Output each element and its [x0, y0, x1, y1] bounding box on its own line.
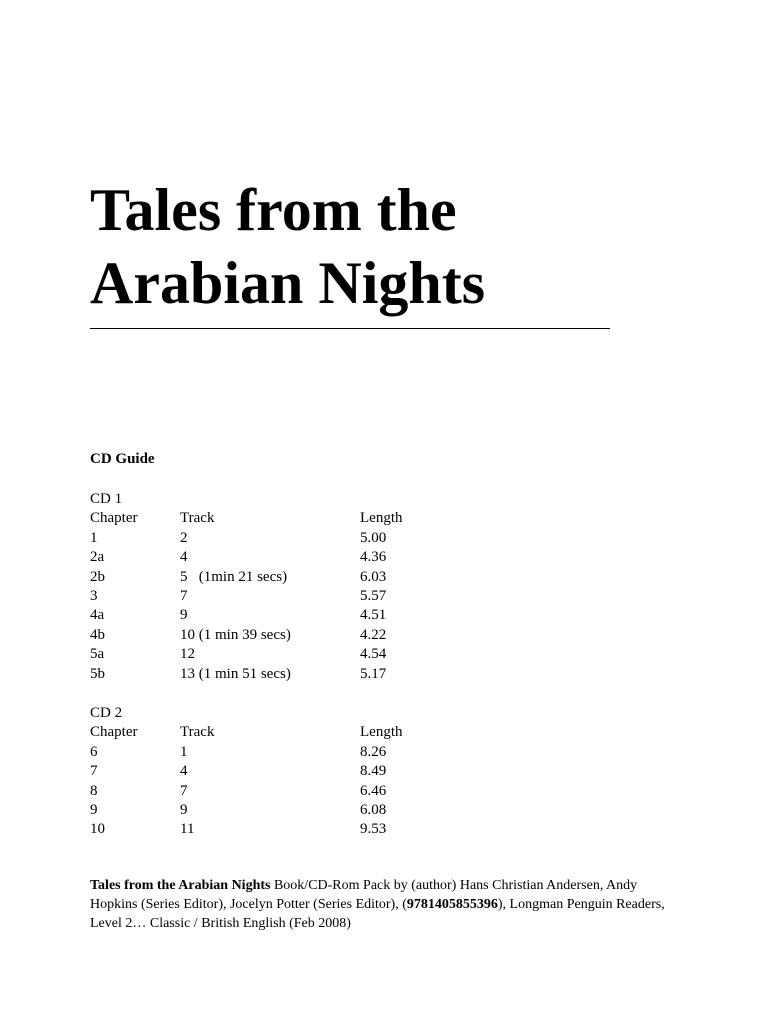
- track-cell: 12: [180, 646, 195, 663]
- track-cell: 1: [180, 743, 188, 760]
- length-cell: 5.57: [360, 587, 387, 604]
- table-row: [90, 801, 440, 820]
- cd1-header-row: [90, 509, 440, 528]
- length-cell: 8.26: [360, 743, 387, 760]
- table-row: [90, 587, 440, 606]
- cd1-header-track: Track: [180, 510, 215, 527]
- cd2-header-length: Length: [360, 724, 403, 741]
- chapter-cell: 1: [90, 529, 98, 546]
- chapter-cell: 9: [90, 801, 98, 818]
- chapter-cell: 2b: [90, 568, 105, 585]
- table-row: [90, 606, 440, 625]
- table-row: [90, 645, 440, 664]
- chapter-cell: 8: [90, 782, 98, 799]
- table-row: [90, 762, 440, 781]
- track-cell: 4: [180, 549, 188, 566]
- document-title-line-1: Tales from the: [90, 177, 457, 243]
- citation-text-part-1: Book/CD-Rom Pack by (author) Hans Christian Andersen, Andy Hopkins (Series Editor), Jocelyn Potter (Series Editor), (: [90, 878, 638, 913]
- track-cell: 9: [180, 801, 188, 818]
- chapter-cell: 5b: [90, 665, 105, 682]
- cd1-label: CD 1: [90, 491, 123, 507]
- chapter-cell: 2a: [90, 549, 105, 566]
- table-row: [90, 548, 440, 567]
- chapter-cell: 7: [90, 763, 98, 780]
- table-row: [90, 568, 440, 587]
- table-row: [90, 782, 440, 801]
- track-cell: 5 (1min 21 secs): [180, 568, 288, 585]
- track-cell: 7: [180, 782, 188, 799]
- length-cell: 5.17: [360, 665, 387, 682]
- section-heading: CD Guide: [90, 451, 155, 467]
- table-row: [90, 743, 440, 762]
- cd2-header-track: Track: [180, 724, 215, 741]
- track-cell: 4: [180, 763, 188, 780]
- table-row: [90, 820, 440, 839]
- track-cell: 9: [180, 607, 188, 624]
- chapter-cell: 6: [90, 743, 98, 760]
- table-row: [90, 529, 440, 548]
- cd2-track-list: [90, 704, 440, 840]
- chapter-cell: 10: [90, 821, 105, 838]
- book-citation: [90, 876, 680, 934]
- track-cell: 7: [180, 587, 188, 604]
- citation-book-title: Tales from the Arabian Nights: [90, 878, 271, 893]
- length-cell: 4.51: [360, 607, 387, 624]
- chapter-cell: 5a: [90, 646, 105, 663]
- title-underline-rule: [90, 328, 610, 329]
- track-cell: 2: [180, 529, 188, 546]
- length-cell: 6.08: [360, 801, 387, 818]
- length-cell: 4.36: [360, 549, 387, 566]
- length-cell: 8.49: [360, 763, 387, 780]
- cd1-header-length: Length: [360, 510, 403, 527]
- length-cell: 9.53: [360, 821, 387, 838]
- document-title-line-2: Arabian Nights: [90, 250, 486, 316]
- cd1-header-chapter: Chapter: [90, 510, 138, 527]
- track-cell: 13 (1 min 51 secs): [180, 665, 291, 682]
- cd2-header-row: [90, 723, 440, 742]
- citation-isbn: 9781405855396: [406, 897, 498, 913]
- length-cell: 4.54: [360, 646, 387, 663]
- table-row: [90, 665, 440, 684]
- track-cell: 11: [180, 821, 195, 838]
- cd2-label: CD 2: [90, 705, 123, 721]
- table-row: [90, 626, 440, 645]
- chapter-cell: 4a: [90, 607, 105, 624]
- length-cell: 6.46: [360, 782, 387, 799]
- length-cell: 6.03: [360, 568, 387, 585]
- length-cell: 5.00: [360, 529, 387, 546]
- chapter-cell: 4b: [90, 626, 105, 643]
- citation-text-part-2: ), Longman Penguin Readers, Level 2… Classic / British English (Feb 2008): [90, 897, 665, 932]
- track-cell: 10 (1 min 39 secs): [180, 626, 291, 643]
- chapter-cell: 3: [90, 587, 98, 604]
- length-cell: 4.22: [360, 626, 387, 643]
- cd2-header-chapter: Chapter: [90, 724, 138, 741]
- cd1-track-list: [90, 490, 440, 684]
